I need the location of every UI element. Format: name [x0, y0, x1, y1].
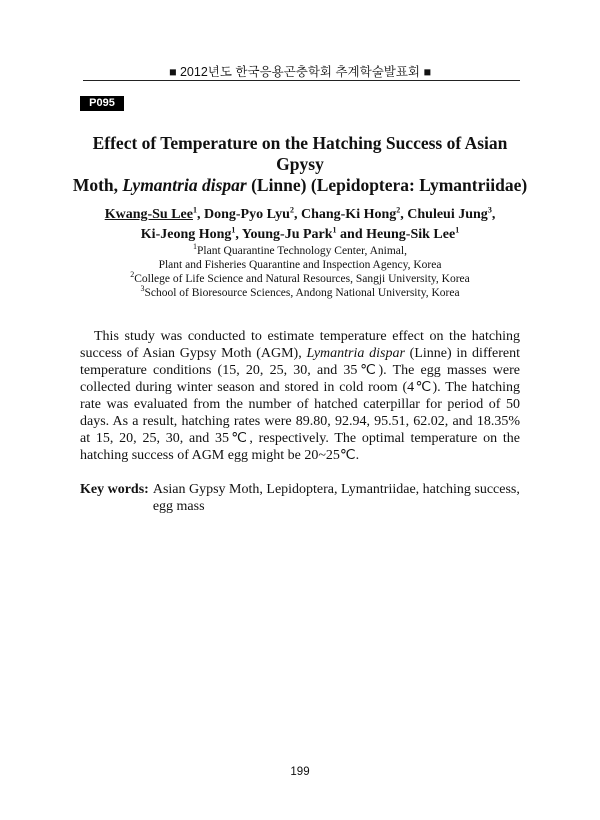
affil-sup: 1 — [193, 242, 198, 252]
conference-header: ■ 2012년도 한국응용곤충학회 추계학술발표회 ■ — [168, 65, 432, 79]
author-name: Heung-Sik Lee — [366, 227, 456, 242]
author-and: and — [336, 227, 367, 242]
keywords-label: Key words: — [80, 482, 149, 497]
affil-text: School of Bioresource Sciences, Andong National University, Korea — [144, 287, 460, 299]
poster-id-badge: P095 — [80, 96, 124, 111]
abstract-body — [80, 328, 520, 464]
title-line-2-post: (Linne) (Lepidoptera: Lymantriidae) — [246, 175, 528, 195]
title-line-2-pre: Moth, — [72, 175, 123, 195]
author-name: Chang-Ki Hong — [300, 207, 397, 222]
page-number: 199 — [290, 766, 310, 778]
author-affil-sup: 1 — [231, 225, 236, 235]
author-separator: , — [196, 207, 204, 222]
author-affil-sup: 1 — [455, 225, 460, 235]
title-line-1: Effect of Temperature on the Hatching Success of Asian Gpysy — [92, 133, 508, 174]
abstract-species-name: Lymantria dispar — [306, 346, 405, 361]
author-affil-sup: 1 — [332, 225, 337, 235]
affiliation-list — [60, 244, 540, 300]
paper-title — [70, 133, 530, 196]
author-name: Dong-Pyo Lyu — [203, 207, 290, 222]
author-name: Ki-Jeong Hong — [140, 227, 232, 242]
header-rule — [83, 80, 520, 81]
affiliation-line — [60, 244, 540, 258]
author-affil-sup: 1 — [192, 205, 197, 215]
abstract-text-2: (Linne) in different temperature conditions (15, 20, 25, 30, and 35℃). The egg masses were collected during winter season and stored in cold room (4℃). The hatching rate was evaluated from the number of hatched caterpillar for period of 50 days. As a result, hatching rates were 89.80, 92.94, 95.51, 62.02, and 18.35% at 15, 20, 25, 30, and 35℃, respectively. The optimal temperature on the hatching success of AGM egg might be 20~25℃. — [80, 346, 520, 463]
author-separator: , — [491, 207, 496, 222]
affil-text: Plant and Fisheries Quarantine and Inspection Agency, Korea — [158, 259, 442, 271]
affiliation-line — [60, 272, 540, 286]
keywords-block — [80, 481, 522, 515]
affil-sup: 2 — [130, 270, 135, 280]
affiliation-line — [60, 286, 540, 300]
affil-text: College of Life Science and Natural Resources, Sangji University, Korea — [134, 273, 470, 285]
author-separator: , — [293, 207, 301, 222]
keywords-text: Asian Gypsy Moth, Lepidoptera, Lymantriidae, hatching success, egg mass — [152, 482, 520, 514]
author-affil-sup: 3 — [487, 205, 492, 215]
author-separator: , — [235, 227, 242, 242]
author-name: Chuleui Jung — [407, 207, 488, 222]
author-affil-sup: 2 — [289, 205, 294, 215]
affil-sup: 3 — [140, 284, 145, 294]
affil-text: Plant Quarantine Technology Center, Animal, — [197, 245, 407, 257]
author-name: Kwang-Su Lee — [104, 207, 193, 222]
author-separator: , — [400, 207, 408, 222]
author-name: Young-Ju Park — [241, 227, 333, 242]
abstract-text-1: This study was conducted to estimate temperature effect on the hatching success of Asian Gypsy Moth (AGM), — [80, 329, 520, 361]
author-list — [60, 205, 540, 245]
title-species-name: Lymantria dispar — [122, 175, 247, 195]
author-affil-sup: 2 — [396, 205, 401, 215]
